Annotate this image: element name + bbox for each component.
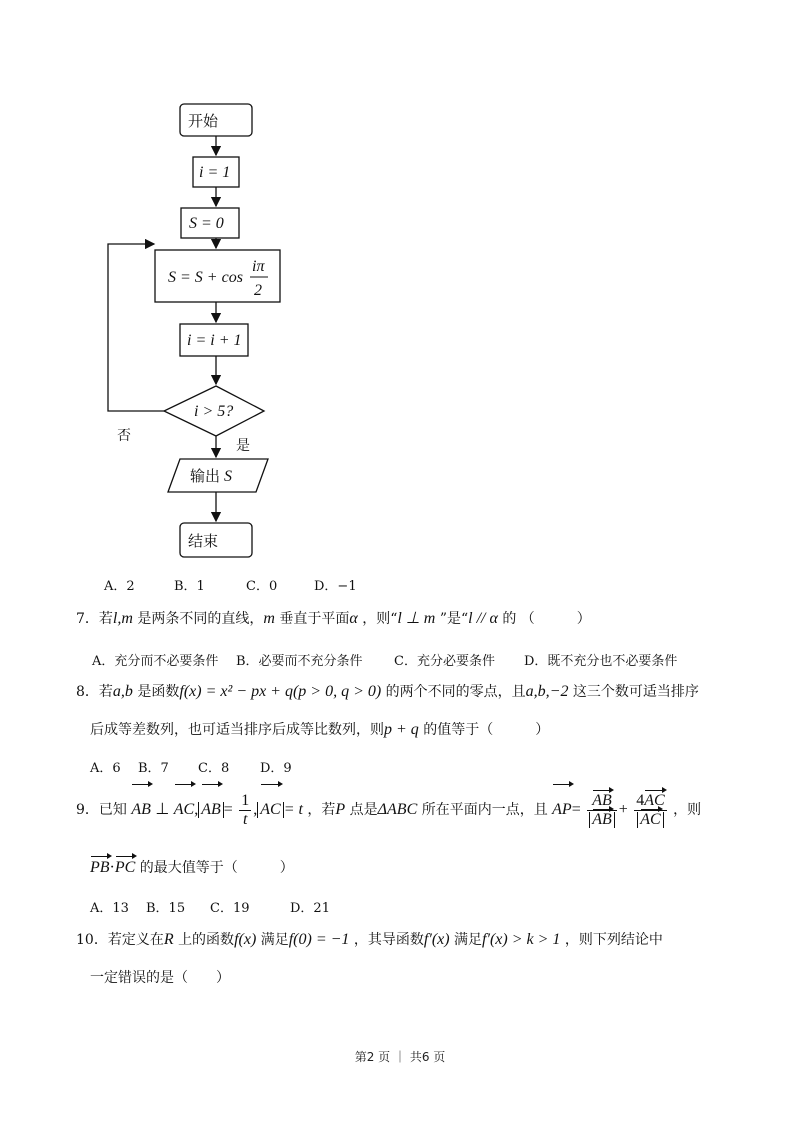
question-10-line-2: 一定错误的是（ ）	[90, 970, 230, 986]
q9-option-c: C．19	[210, 901, 250, 916]
question-7-stem: 7．若l,m 是两条不同的直线，m 垂直于平面α ，则“l ⊥ m ”是“l // α 的 （ ）	[76, 610, 591, 627]
init-s-label: S = 0	[189, 215, 224, 232]
q6-option-c: C．0	[246, 579, 278, 594]
page-footer: 第2 页 ｜ 共6 页	[354, 1050, 446, 1064]
q9-option-b: B．15	[146, 901, 186, 916]
end-label: 结束	[188, 532, 219, 550]
question-8-stem: 8．若a,b 是函数f(x) = x² − px + q(p > 0, q > 0) 的两个不同的零点，且a,b,−2 这三个数可适当排序	[76, 683, 699, 700]
q6-option-b: B．1	[174, 579, 205, 594]
q6-option-d: D．−1	[314, 579, 357, 594]
q8-option-b: B．7	[138, 761, 169, 776]
no-label: 否	[117, 428, 131, 444]
q8-option-c: C．8	[198, 761, 230, 776]
q9-option-d: D．21	[290, 901, 330, 916]
question-10-stem: 10．若定义在R 上的函数f(x) 满足f(0) = −1 ，其导函数f′(x) 满足f′(x) > k > 1 ，则下列结论中	[76, 931, 663, 948]
increment-label: i = i + 1	[187, 332, 242, 349]
q6-option-a: A．2	[104, 579, 135, 594]
question-9-line-2: PB·PC 的最大值等于（ ）	[90, 859, 294, 876]
condition-label: i > 5?	[194, 403, 234, 420]
body-frac-den: 2	[254, 282, 262, 299]
q9-option-a: A．13	[90, 901, 129, 916]
question-8-line-2: 后成等差数列，也可适当排序后成等比数列，则p + q 的值等于（ ）	[90, 721, 550, 738]
q8-option-d: D．9	[260, 761, 292, 776]
output-prefix: 输出	[190, 467, 221, 485]
yes-label: 是	[236, 438, 250, 454]
body-lhs-label: S = S + cos	[168, 269, 243, 286]
start-label: 开始	[188, 112, 219, 130]
q8-option-a: A．6	[90, 761, 121, 776]
q7-option-a: A．充分而不必要条件	[92, 654, 219, 669]
q7-option-c: C．充分必要条件	[394, 654, 495, 669]
q7-option-d: D．既不充分也不必要条件	[524, 654, 678, 669]
body-frac-num: iπ	[252, 258, 265, 275]
init-i-label: i = 1	[199, 164, 231, 181]
q7-option-b: B．必要而不充分条件	[236, 654, 363, 669]
question-9-stem: 9．已知 AB ⊥ AC, AB = $\frac{1}{t}$ , AC = t ，若P 点是ΔABC 所在平面内一点，且 AP= $\frac{AB}{AB}$ + $\frac{4AC}{AC}$ ，则	[76, 786, 701, 834]
output-var: S	[224, 468, 232, 485]
